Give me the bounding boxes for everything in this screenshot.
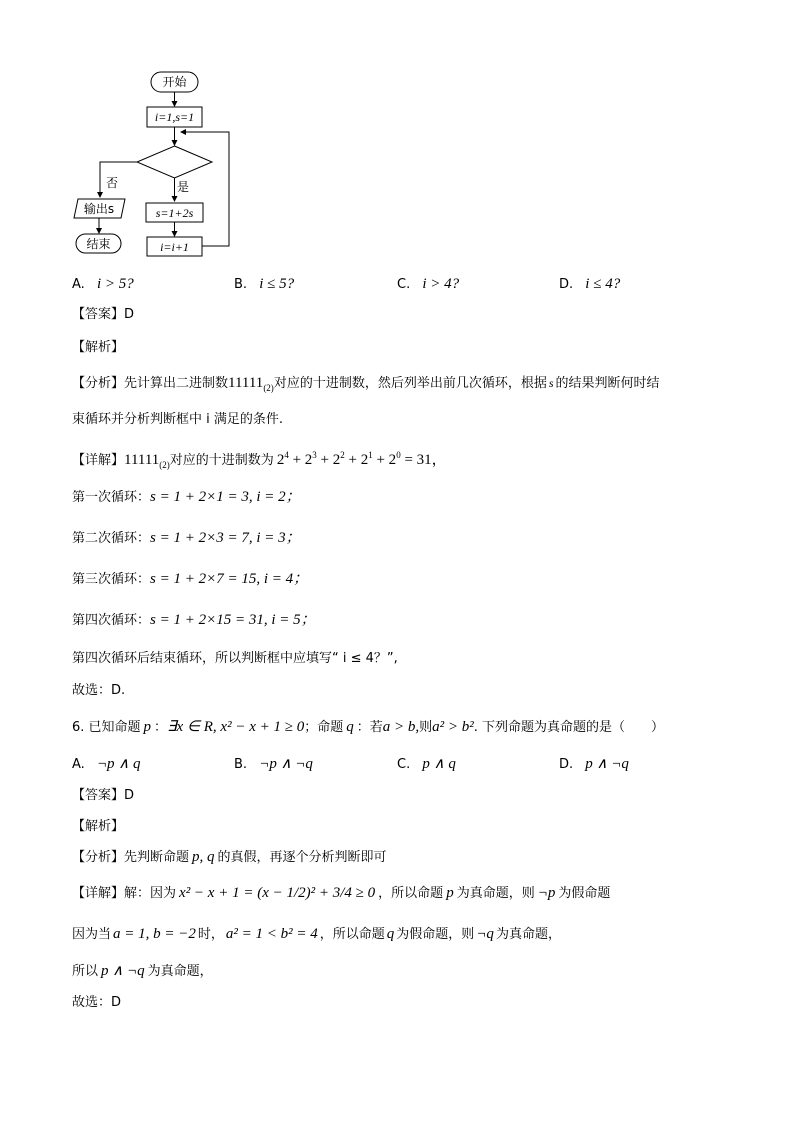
loop-label: 第二次循环： — [72, 531, 151, 546]
q5-fenxi-line1 — [72, 375, 660, 396]
xiangjie-text: 为假命题 — [558, 886, 611, 901]
binary-digits: 11111 — [124, 452, 160, 468]
fenxi-label: 【分析】 — [72, 850, 125, 865]
q5-xiangjie — [72, 447, 447, 473]
stem-math: a > b, — [382, 719, 420, 735]
q6-line2 — [72, 926, 561, 943]
xiangjie-text: ，所以命题 — [378, 886, 444, 901]
loop-expr: s = 1 + 2×15 = 31, i = 5； — [150, 612, 316, 628]
q5-analysis-label: 【解析】 — [72, 340, 125, 355]
option-letter: D. — [559, 277, 574, 292]
q6-xiangjie — [72, 885, 610, 902]
option-letter: D. — [559, 757, 574, 772]
option-text: p ∧ ¬q — [585, 756, 629, 772]
option-letter: C. — [397, 757, 411, 772]
line-text: 因为当 — [72, 927, 112, 942]
answer-value: D — [124, 788, 135, 803]
q5-select: 故选：D. — [72, 683, 126, 698]
flowchart — [0, 0, 794, 270]
binary-base: (2) — [263, 383, 274, 393]
loop-expr: s = 1 + 2×7 = 15, i = 4； — [150, 571, 309, 587]
xiangjie-text: 为真命题，则 — [456, 886, 535, 901]
loop-label: 第一次循环： — [72, 490, 151, 505]
q5-fenxi-line2: 束循环并分析判断框中 i 满足的条件. — [72, 412, 284, 427]
fenxi-text: 先计算出二进制数 — [124, 376, 229, 391]
xiangjie-var: ¬p — [537, 885, 556, 901]
answer-label: 【答案】 — [72, 307, 125, 322]
q5-option-b — [234, 276, 294, 293]
option-letter: B. — [234, 757, 248, 772]
q6-line3 — [72, 963, 213, 980]
q6-option-a — [72, 756, 141, 773]
fenxi-text: 对应的十进制数，然后列举出前几次循环，根据 — [273, 376, 547, 391]
line-var: ¬q — [476, 926, 494, 942]
stem-text: ；命题 — [304, 720, 344, 735]
option-letter: A. — [72, 277, 85, 292]
option-text: ¬p ∧ ¬q — [259, 756, 313, 772]
xiangjie-text: 解：因为 — [124, 886, 177, 901]
option-letter: A. — [72, 757, 85, 772]
xiangjie-text: 对应的十进制数为 — [169, 453, 274, 468]
fenxi-text: 的结果判断何时结 — [555, 376, 660, 391]
stem-text: ：若 — [356, 720, 383, 735]
line-text: ，所以命题 — [319, 927, 385, 942]
xiangjie-var: p — [446, 885, 454, 901]
q6-stem — [72, 719, 664, 736]
line-text: 为假命题，则 — [396, 927, 475, 942]
init-label: i=1,s=1 — [154, 110, 195, 124]
xiangjie-math: x² − x + 1 = (x − 1/2)² + 3/4 ≥ 0 — [179, 885, 376, 901]
loop-label: 第三次循环： — [72, 572, 151, 587]
stem-text: . 下列命题为真命题的是（ ） — [473, 720, 665, 735]
decision-diamond — [137, 146, 212, 178]
loop-line-3 — [72, 571, 308, 588]
binary-digits: 11111 — [228, 375, 264, 391]
stem-var: q — [346, 719, 354, 735]
line-text: 为真命题， — [147, 964, 213, 979]
start-label: 开始 — [162, 75, 187, 89]
binary-number — [124, 452, 170, 468]
q6-select: 故选：D — [72, 995, 122, 1010]
yes-label: 是 — [177, 180, 190, 194]
q5-option-c — [397, 276, 459, 293]
stem-math: ∃x ∈ R, x² − x + 1 ≥ 0 — [167, 719, 305, 735]
fenxi-label: 【分析】 — [72, 376, 125, 391]
binary-number — [228, 375, 274, 391]
fenxi-vars: p, q — [192, 849, 215, 865]
fenxi-text: 的真假，再逐个分析判断即可 — [217, 850, 387, 865]
option-text: i ≤ 4? — [585, 276, 621, 292]
fenxi-var: s — [548, 376, 554, 390]
loop-expr: s = 1 + 2×3 = 7, i = 3； — [150, 530, 301, 546]
loop-label: 第四次循环： — [72, 613, 151, 628]
option-letter: B. — [234, 277, 248, 292]
line-math: a² = 1 < b² = 4 — [225, 926, 318, 942]
line-text: 为真命题， — [495, 927, 561, 942]
q6-option-b — [234, 756, 313, 773]
decimal-expression: $2^4 + 2^3 + 2^2 + 2^1 + 2^0 = 31$， — [276, 450, 447, 468]
stem-text: ： — [154, 720, 168, 735]
loop-line-4 — [72, 612, 316, 629]
q5-conclusion: 第四次循环后结束循环，所以判断框中应填写“ i ≤ 4？”, — [72, 651, 398, 666]
line-math: a = 1, b = −2 — [113, 926, 196, 942]
loop-line-1 — [72, 489, 301, 506]
loop-expr: s = 1 + 2×1 = 3, i = 2； — [150, 489, 301, 505]
stem-math: a² > b² — [432, 719, 474, 735]
xiangjie-label: 【详解】 — [72, 453, 125, 468]
q6-analysis-label: 【解析】 — [72, 819, 125, 834]
loop-line-2 — [72, 530, 301, 547]
q5-option-a — [72, 276, 134, 293]
stem-text: 6. 已知命题 — [72, 720, 141, 735]
line-var: q — [386, 926, 395, 942]
stem-text: 则 — [419, 720, 433, 735]
end-label: 结束 — [86, 237, 111, 251]
line-text: 时， — [197, 927, 224, 942]
stem-var: p — [143, 719, 152, 735]
option-text: i ≤ 5? — [259, 276, 295, 292]
option-letter: C. — [397, 277, 411, 292]
q6-option-c — [397, 756, 456, 773]
q5-option-d — [559, 276, 620, 293]
binary-base: (2) — [159, 460, 170, 470]
no-label: 否 — [106, 176, 119, 190]
line-math: p ∧ ¬q — [101, 963, 145, 979]
output-label: 输出s — [83, 202, 115, 216]
option-text: i > 5? — [96, 276, 134, 292]
q6-answer — [72, 788, 134, 804]
option-text: ¬p ∧ q — [96, 756, 141, 772]
option-text: p ∧ q — [422, 756, 456, 772]
q5-answer — [72, 307, 134, 323]
q6-option-d — [559, 756, 629, 773]
assign-i-label: i=i+1 — [160, 240, 189, 254]
line-text: 所以 — [72, 964, 99, 979]
answer-label: 【答案】 — [72, 788, 125, 803]
fenxi-text: 先判断命题 — [124, 850, 190, 865]
xiangjie-label: 【详解】 — [72, 886, 125, 901]
assign-s-label: s=1+2s — [155, 206, 194, 220]
q6-fenxi — [72, 849, 387, 866]
option-text: i > 4? — [422, 276, 460, 292]
answer-value: D — [124, 307, 135, 322]
